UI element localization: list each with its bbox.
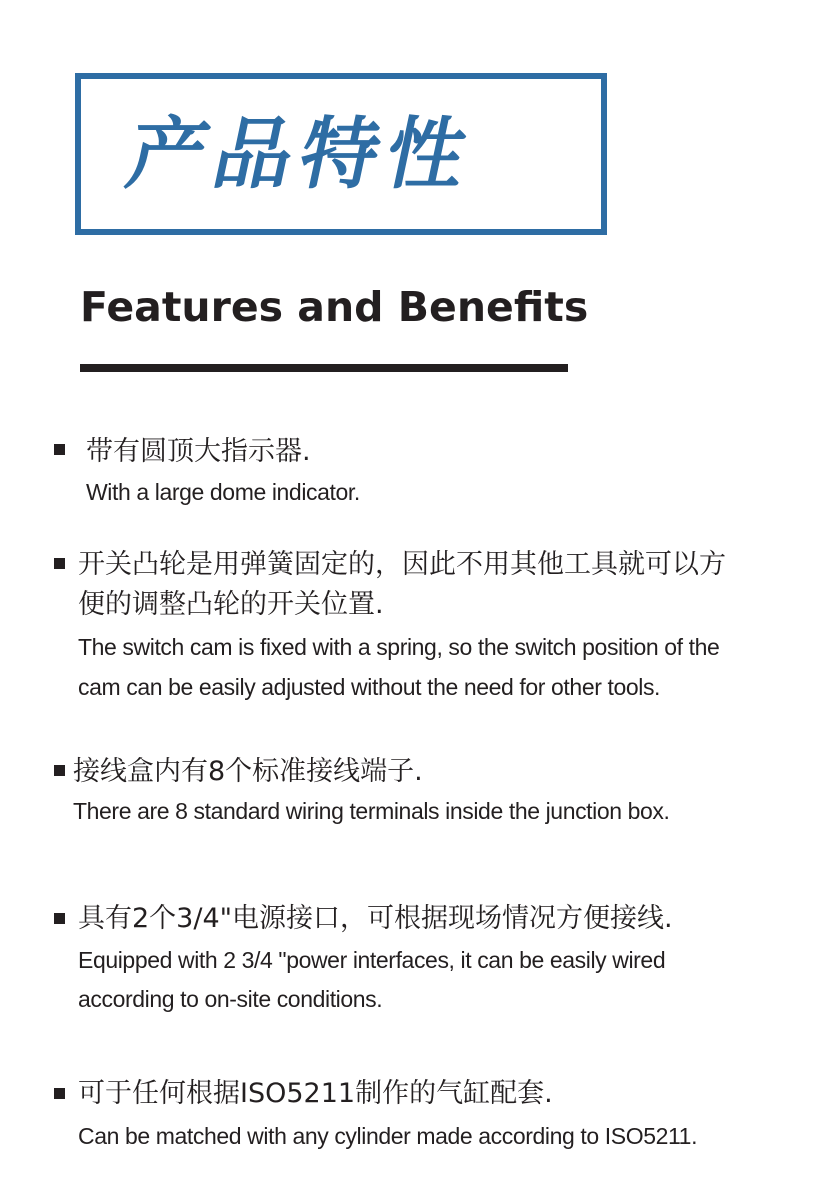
feature-1-cn-line-1: 带有圆顶大指示器. bbox=[86, 436, 311, 467]
feature-5-en-line-1: Can be matched with any cylinder made according to ISO5211. bbox=[78, 1123, 698, 1149]
feature-4-en-line-2: according to on-site conditions. bbox=[78, 986, 383, 1012]
feature-2-en-line-1: The switch cam is fixed with a spring, so the switch position of the bbox=[78, 634, 720, 660]
feature-3-en-line-1: There are 8 standard wiring terminals inside the junction box. bbox=[73, 798, 670, 824]
page-title-cn: 产品特性 bbox=[119, 110, 483, 200]
bullet-icon bbox=[54, 558, 65, 569]
feature-3-cn-line-1: 接线盒内有8个标准接线端子. bbox=[73, 756, 423, 787]
title-box bbox=[75, 73, 607, 235]
feature-2-cn-line-2: 便的调整凸轮的开关位置. bbox=[78, 589, 384, 620]
section-heading: Features and Benefits bbox=[80, 283, 589, 331]
bullet-icon bbox=[54, 1088, 65, 1099]
bullet-icon bbox=[54, 765, 65, 776]
bullet-icon bbox=[54, 913, 65, 924]
feature-2-cn-line-1: 开关凸轮是用弹簧固定的，因此不用其他工具就可以方 bbox=[78, 549, 726, 580]
feature-5-cn-line-1: 可于任何根据ISO5211制作的气缸配套. bbox=[78, 1078, 553, 1109]
heading-underline bbox=[80, 364, 568, 372]
feature-2-en-line-2: cam can be easily adjusted without the need for other tools. bbox=[78, 674, 661, 700]
feature-4-cn-line-1: 具有2个3/4"电源接口，可根据现场情况方便接线. bbox=[78, 903, 673, 934]
feature-4-en-line-1: Equipped with 2 3/4 "power interfaces, it can be easily wired bbox=[78, 947, 666, 973]
feature-1-en-line-1: With a large dome indicator. bbox=[86, 479, 360, 505]
bullet-icon bbox=[54, 444, 65, 455]
